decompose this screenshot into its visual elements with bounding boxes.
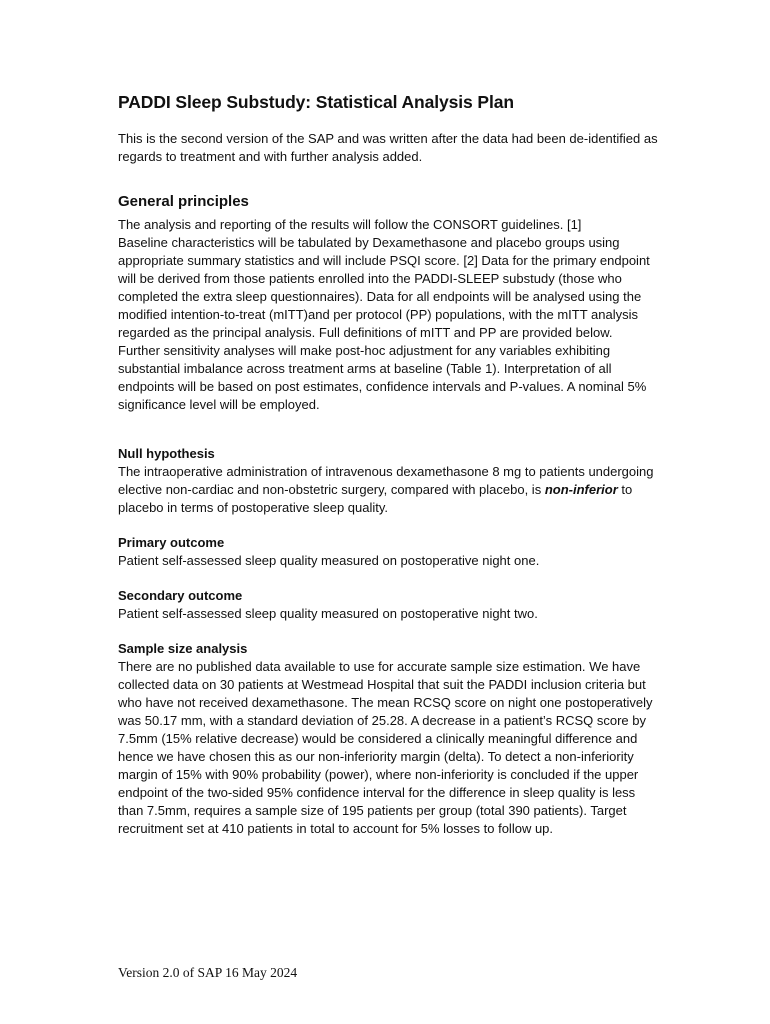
page-footer: Version 2.0 of SAP 16 May 2024 [118, 965, 298, 980]
null-hypothesis-emphasis: non-inferior [544, 482, 618, 497]
null-hypothesis-text [118, 463, 658, 517]
general-principles-section [118, 192, 658, 414]
intro-paragraph: This is the second version of the SAP and was written after the data had been de-identified as regards to treatment and with further analysis added. [118, 131, 658, 164]
secondary-outcome-section [118, 587, 658, 623]
sample-size-section [118, 640, 658, 838]
null-hypothesis-text-before: The intraoperative administration of intravenous dexamethasone 8 mg to patients undergoing elective non-cardiac and non-obstetric surgery, compared with placebo, is [118, 464, 654, 497]
null-hypothesis-text-after: to placebo in terms of postoperative sleep quality. [118, 482, 633, 515]
sample-size-text: There are no published data available to use for accurate sample size estimation. We have collected data on 30 patients at Westmead Hospital that suit the PADDI inclusion criteria but who have not received dexamethasone. The mean RCSQ score on night one postoperatively was 50.17 mm, with a standard deviation of 25.28. A decrease in a patient’s RCSQ score by 7.5mm (15% relative decrease) would be considered a clinically meaningful difference and hence we have chosen this as our non-inferiority margin (delta). To detect a non-inferiority margin of 15% with 90% probability (power), where non-inferiority is concluded if the upper endpoint of the two-sided 95% confidence interval for the difference in sleep quality is less than 7.5mm, requires a sample size of 195 patients per group (total 390 patients). Target recruitment set at 410 patients in total to account for 5% losses to follow up. [118, 659, 653, 836]
primary-outcome-section [118, 534, 658, 570]
general-principles-paragraph-2: Baseline characteristics will be tabulated by Dexamethasone and placebo groups using appropriate summary statistics and will include PSQI score. [2] Data for the primary endpoint will be derived from those patients enrolled into the PADDI-SLEEP substudy (those who completed the extra sleep questionnaires). Data for all endpoints will be analysed using the modified intention-to-treat (mITT)and per protocol (PP) populations, with the mITT analysis regarded as the principal analysis. Full definitions of mITT and PP are provided below. [118, 235, 650, 340]
general-principles-paragraph-3: Further sensitivity analyses will make post-hoc adjustment for any variables exhibiting substantial imbalance across treatment arms at baseline (Table 1). Interpretation of all endpoints will be based on post estimates, confidence intervals and P-values. A nominal 5% significance level will be employed. [118, 343, 647, 412]
general-principles-heading: General principles [118, 193, 249, 210]
document-title: PADDI Sleep Substudy: Statistical Analysis Plan [118, 92, 514, 112]
null-hypothesis-heading: Null hypothesis [118, 446, 215, 461]
general-principles-paragraph-1: The analysis and reporting of the results will follow the CONSORT guidelines. [1] [118, 217, 582, 232]
primary-outcome-text: Patient self-assessed sleep quality measured on postoperative night one. [118, 553, 540, 568]
null-hypothesis-section [118, 445, 658, 517]
secondary-outcome-text: Patient self-assessed sleep quality measured on postoperative night two. [118, 606, 538, 621]
sample-size-heading: Sample size analysis [118, 641, 248, 656]
primary-outcome-heading: Primary outcome [118, 535, 225, 550]
document-body [118, 90, 658, 855]
secondary-outcome-heading: Secondary outcome [118, 588, 243, 603]
